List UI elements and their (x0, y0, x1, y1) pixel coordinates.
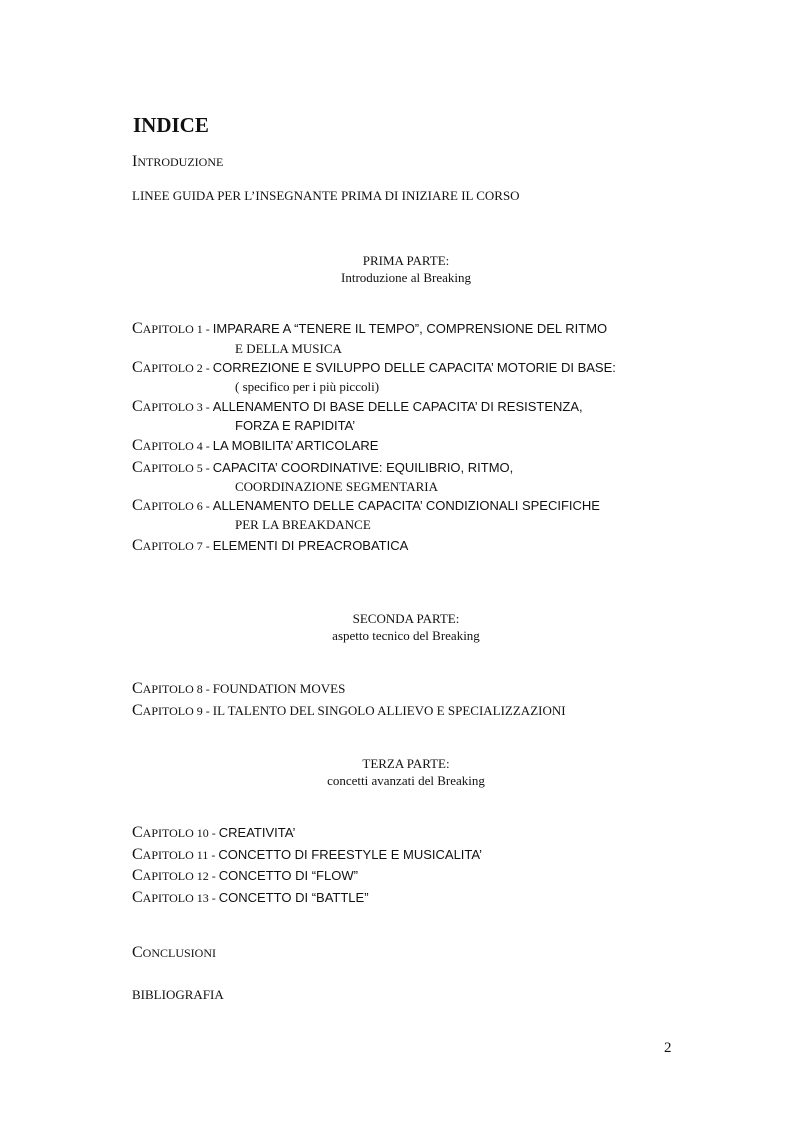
part-heading-1 (0, 252, 794, 286)
part-title: PRIMA PARTE: (362, 253, 450, 268)
toc-linee-guida[interactable]: LINEE GUIDA PER L’INSEGNANTE PRIMA DI INIZIARE IL CORSO (132, 188, 520, 203)
chapter-label-initial: C (132, 867, 143, 884)
toc-chapter-11[interactable] (132, 846, 482, 864)
chapter-label: APITOLO 13 - (142, 891, 219, 905)
chapter-label-initial: C (132, 398, 143, 415)
chapter-5-continuation: COORDINAZIONE SEGMENTARIA (235, 479, 438, 494)
chapter-label: APITOLO 1 - (142, 322, 213, 336)
chapter-label: APITOLO 9 - (142, 704, 213, 718)
chapter-2-continuation: ( specifico per i più piccoli) (235, 379, 380, 394)
toc-chapter-6[interactable] (132, 497, 600, 515)
toc-chapter-12[interactable] (132, 867, 358, 885)
chapter-label-initial: C (132, 846, 143, 863)
toc-chapter-5[interactable] (132, 459, 513, 477)
chapter-label-initial: C (132, 359, 143, 376)
introduzione-rest: NTRODUZIONE (137, 155, 224, 169)
chapter-label: APITOLO 3 - (142, 400, 213, 414)
toc-chapter-10[interactable] (132, 824, 295, 842)
chapter-label: APITOLO 7 - (142, 539, 213, 553)
chapter-title: CONCETTO DI FREESTYLE E MUSICALITA’ (218, 847, 482, 862)
chapter-label: APITOLO 2 - (142, 361, 213, 375)
chapter-label-initial: C (132, 680, 143, 697)
chapter-label-initial: C (132, 320, 143, 337)
introduzione-initial: I (132, 153, 138, 170)
chapter-label: APITOLO 8 - (142, 682, 213, 696)
page-number: 2 (664, 1040, 672, 1056)
chapter-6-continuation: PER LA BREAKDANCE (235, 517, 371, 532)
chapter-label: APITOLO 6 - (142, 499, 213, 513)
part-heading-3 (0, 755, 794, 789)
chapter-title: FOUNDATION MOVES (212, 681, 346, 696)
toc-bibliografia[interactable]: BIBLIOGRAFIA (132, 987, 224, 1002)
part-subtitle: Introduzione al Breaking (341, 270, 471, 285)
toc-chapter-9[interactable] (132, 702, 566, 720)
toc-chapter-3[interactable] (132, 398, 583, 416)
toc-chapter-7[interactable] (132, 537, 408, 555)
chapter-label-initial: C (132, 537, 143, 554)
chapter-title: ELEMENTI DI PREACROBATICA (212, 538, 409, 553)
toc-chapter-4[interactable] (132, 437, 378, 455)
chapter-title: CAPACITA’ COORDINATIVE: EQUILIBRIO, RITMO, (212, 460, 514, 475)
toc-introduzione[interactable] (132, 153, 223, 171)
chapter-title: ALLENAMENTO DI BASE DELLE CAPACITA’ DI RESISTENZA, (212, 399, 583, 414)
chapter-title: CORREZIONE E SVILUPPO DELLE CAPACITA’ MOTORIE DI BASE: (212, 360, 616, 375)
chapter-label: APITOLO 11 - (142, 848, 219, 862)
chapter-label-initial: C (132, 459, 143, 476)
chapter-label: APITOLO 4 - (142, 439, 213, 453)
toc-conclusioni[interactable] (132, 944, 216, 962)
toc-chapter-1[interactable] (132, 320, 607, 338)
part-subtitle: aspetto tecnico del Breaking (332, 628, 480, 643)
chapter-3-continuation: FORZA E RAPIDITA’ (235, 418, 356, 433)
part-title: SECONDA PARTE: (352, 611, 460, 626)
chapter-label-initial: C (132, 889, 143, 906)
toc-chapter-13[interactable] (132, 889, 369, 907)
part-title: TERZA PARTE: (362, 756, 450, 771)
chapter-title: CREATIVITA’ (218, 825, 296, 840)
toc-chapter-8[interactable] (132, 680, 345, 698)
chapter-title: IMPARARE A “TENERE IL TEMPO”, COMPRENSIONE DEL RITMO (212, 321, 608, 336)
chapter-label-initial: C (132, 702, 143, 719)
conclusioni-initial: C (132, 944, 143, 961)
toc-chapter-2[interactable] (132, 359, 616, 377)
chapter-title: CONCETTO DI “FLOW” (218, 868, 358, 883)
chapter-label-initial: C (132, 497, 143, 514)
chapter-title: CONCETTO DI “BATTLE” (218, 890, 369, 905)
part-subtitle: concetti avanzati del Breaking (327, 773, 485, 788)
chapter-label: APITOLO 5 - (142, 461, 213, 475)
chapter-1-continuation: E DELLA MUSICA (235, 341, 342, 356)
chapter-title: LA MOBILITA’ ARTICOLARE (212, 438, 379, 453)
index-title: INDICE (133, 113, 209, 137)
chapter-title: IL TALENTO DEL SINGOLO ALLIEVO E SPECIALIZZAZIONI (212, 703, 566, 718)
part-heading-2 (0, 610, 794, 644)
chapter-label: APITOLO 12 - (142, 869, 219, 883)
chapter-label: APITOLO 10 - (142, 826, 219, 840)
chapter-title: ALLENAMENTO DELLE CAPACITA’ CONDIZIONALI SPECIFICHE (212, 498, 600, 513)
conclusioni-rest: ONCLUSIONI (142, 946, 217, 960)
chapter-label-initial: C (132, 824, 143, 841)
chapter-label-initial: C (132, 437, 143, 454)
